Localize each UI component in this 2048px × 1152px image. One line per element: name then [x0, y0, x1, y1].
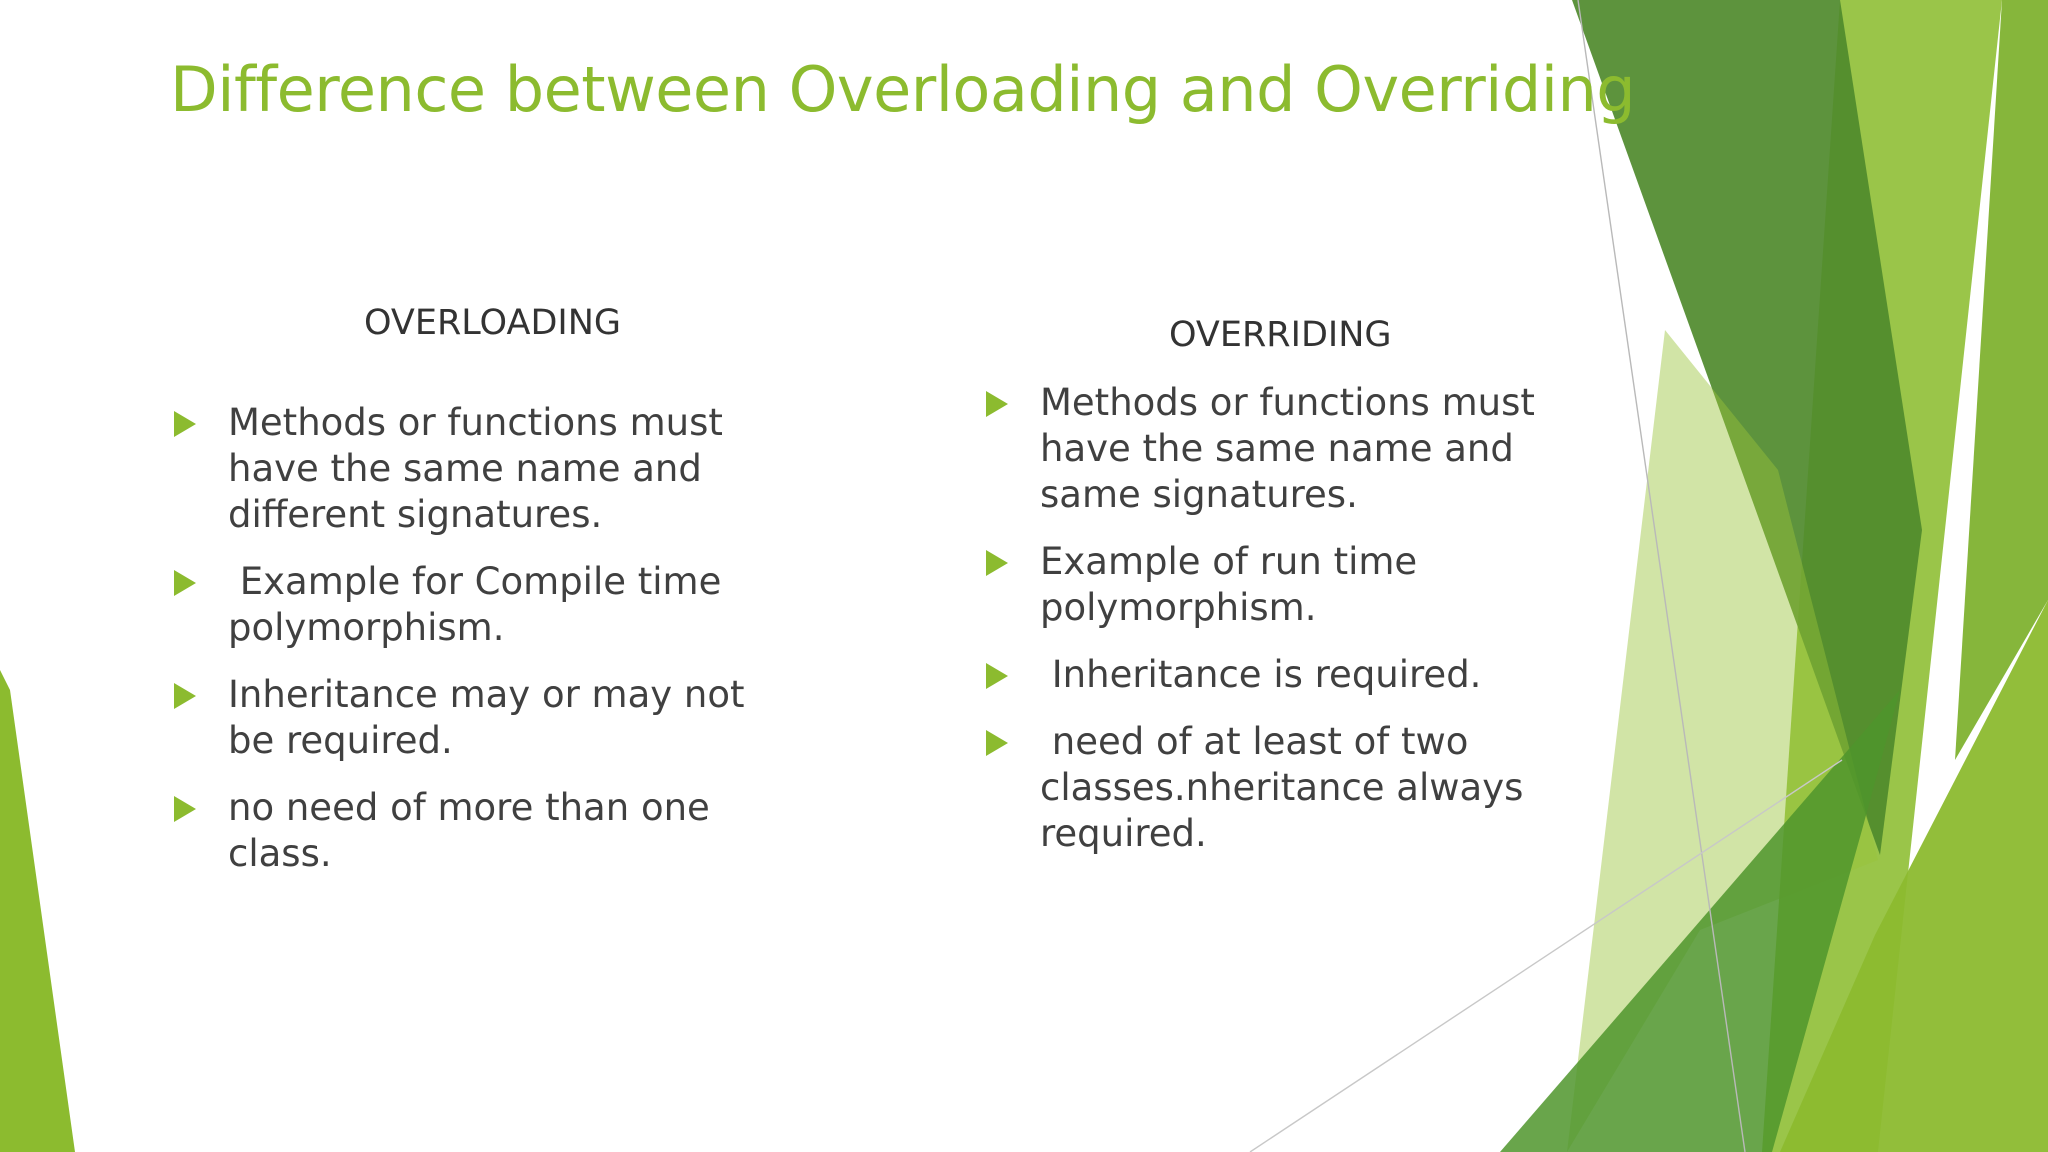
- overriding-bullet-list: [982, 380, 1620, 878]
- bullet-item: [170, 400, 788, 538]
- bullet-arrow-icon: [986, 730, 1008, 756]
- bullet-text: Example of run time polymorphism.: [1040, 540, 1429, 629]
- bullet-item: [982, 539, 1620, 631]
- bullet-text: Inheritance is required.: [1040, 653, 1482, 696]
- bullet-item: [170, 672, 788, 764]
- bullet-item: [982, 652, 1620, 698]
- bullet-text: no need of more than one class.: [228, 786, 722, 875]
- bullet-item: [982, 380, 1620, 518]
- bullet-arrow-icon: [174, 411, 196, 437]
- bullet-text: Inheritance may or may not be required.: [228, 673, 757, 762]
- bullet-text: Methods or functions must have the same name and different signatures.: [228, 401, 735, 536]
- overloading-bullet-list: [170, 400, 788, 898]
- left-edge-sliver: [0, 670, 75, 1152]
- bullet-arrow-icon: [986, 663, 1008, 689]
- bullet-item: [982, 719, 1620, 857]
- bullet-text: need of at least of two classes.nheritance always required.: [1040, 720, 1536, 855]
- bullet-item: [170, 785, 788, 877]
- overriding-heading: OVERRIDING: [1169, 315, 1392, 355]
- bullet-arrow-icon: [986, 391, 1008, 417]
- bullet-item: [170, 559, 788, 651]
- bullet-arrow-icon: [174, 570, 196, 596]
- overloading-heading: OVERLOADING: [364, 303, 622, 343]
- bullet-arrow-icon: [174, 683, 196, 709]
- bullet-arrow-icon: [174, 796, 196, 822]
- slide-title: Difference between Overloading and Overriding: [170, 53, 1636, 126]
- bullet-text: Methods or functions must have the same name and same signatures.: [1040, 381, 1547, 516]
- bullet-text: Example for Compile time polymorphism.: [228, 560, 734, 649]
- bullet-arrow-icon: [986, 550, 1008, 576]
